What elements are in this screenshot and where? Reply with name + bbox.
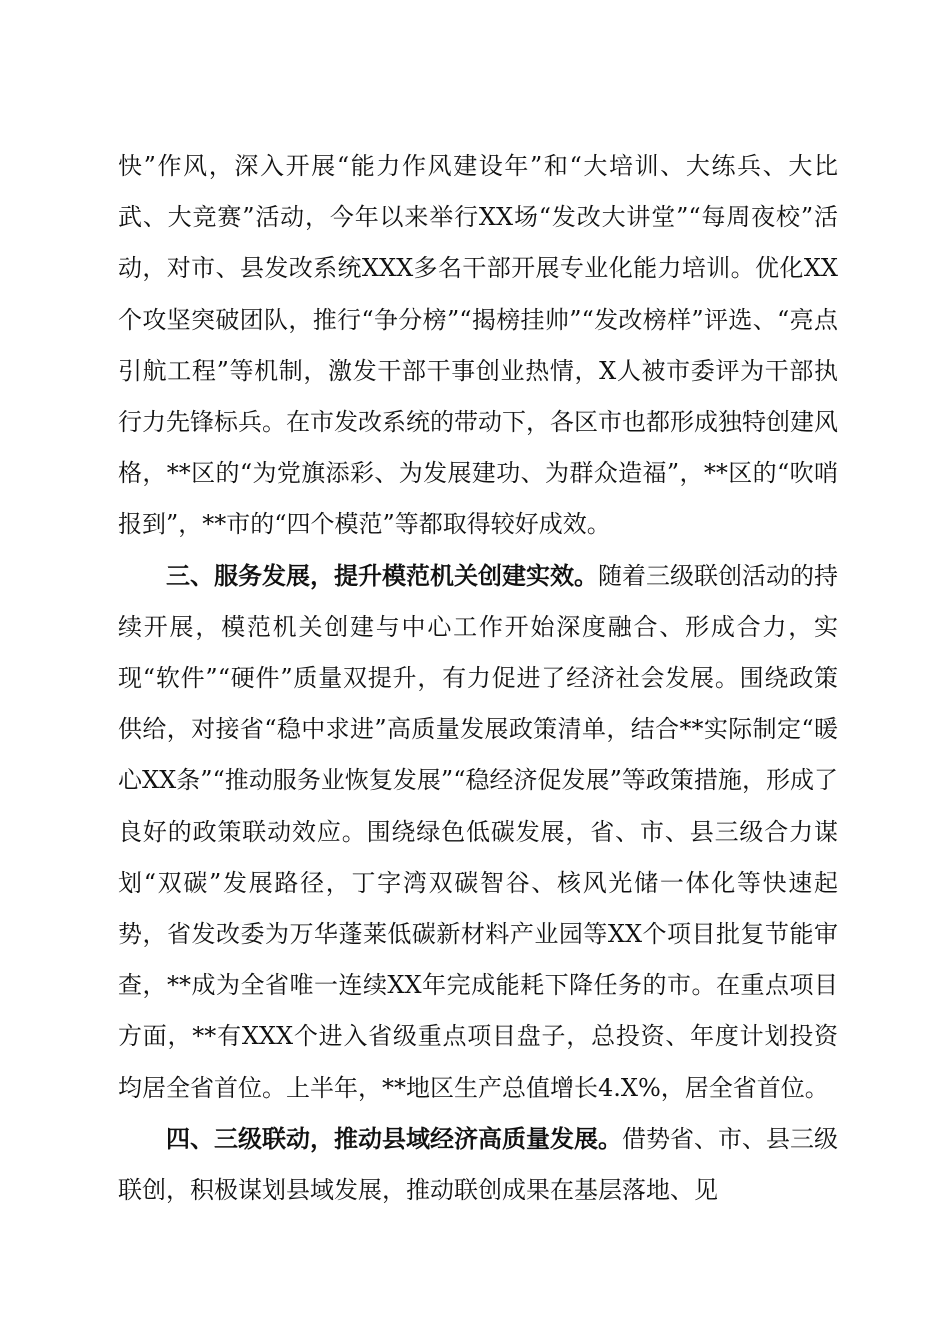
section-heading-three: 三、服务发展，提升模范机关创建实效。 — [166, 561, 598, 590]
paragraph-continuation — [118, 141, 838, 551]
paragraph-body: 快”作风，深入开展“能力作风建设年”和“大培训、大练兵、大比武、大竞赛”活动，今年以来举行XX场“发改大讲堂”“每周夜校”活动，对市、县发改系统XXX多名干部开展专业化能力培训。优化XX个攻坚突破团队，推行“争分榜”“揭榜挂帅”“发改榜样”评选、“亮点引航工程”等机制，激发干部干事创业热情，X人被市委评为干部执行力先锋标兵。在市发改系统的带动下，各区市也都形成独特创建风格，**区的“为党旗添彩、为发展建功、为群众造福”，**区的“吹哨报到”，**市的“四个模范”等都取得较好成效。 — [118, 152, 838, 539]
paragraph-section-three — [118, 551, 838, 1114]
paragraph-section-four — [118, 1114, 838, 1216]
paragraph-body: 借势省、市、县三级联创，积极谋划县域发展，推动联创成果在基层落地、见 — [118, 1124, 838, 1205]
document-body — [118, 141, 838, 1216]
section-heading-four: 四、三级联动，推动县域经济高质量发展。 — [166, 1124, 622, 1153]
paragraph-body: 随着三级联创活动的持续开展，模范机关创建与中心工作开始深度融合、形成合力，实现“软件”“硬件”质量双提升，有力促进了经济社会发展。围绕政策供给，对接省“稳中求进”高质量发展政策清单，结合**实际制定“暖心XX条”“推动服务业恢复发展”“稳经济促发展”等政策措施，形成了良好的政策联动效应。围绕绿色低碳发展，省、市、县三级合力谋划“双碳”发展路径，丁字湾双碳智谷、核风光储一体化等快速起势，省发改委为万华蓬莱低碳新材料产业园等XX个项目批复节能审查，**成为全省唯一连续XX年完成能耗下降任务的市。在重点项目方面，**有XXX个进入省级重点项目盘子，总投资、年度计划投资均居全省首位。上半年，**地区生产总值增长4.X%，居全省首位。 — [118, 561, 838, 1102]
